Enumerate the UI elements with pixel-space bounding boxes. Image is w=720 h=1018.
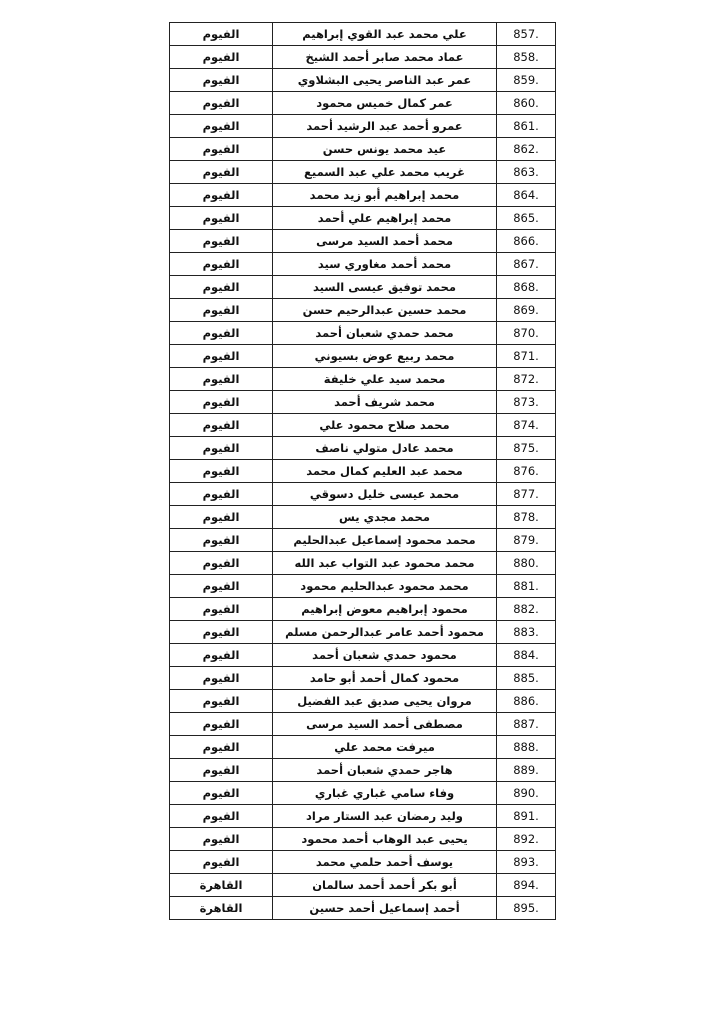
table-row (170, 690, 556, 713)
governorate: الفيوم (170, 46, 273, 69)
row-number: 887. (497, 713, 556, 736)
governorate: الفيوم (170, 736, 273, 759)
row-number: 867. (497, 253, 556, 276)
governorate: الفيوم (170, 138, 273, 161)
governorate: الفيوم (170, 437, 273, 460)
row-number: 857. (497, 23, 556, 46)
table-row (170, 621, 556, 644)
table-row (170, 207, 556, 230)
person-name: مروان يحيى صديق عبد الفضيل (273, 690, 497, 713)
governorate: القاهرة (170, 897, 273, 920)
row-number: 866. (497, 230, 556, 253)
row-number: 879. (497, 529, 556, 552)
row-number: 869. (497, 299, 556, 322)
table-row (170, 736, 556, 759)
governorate: الفيوم (170, 782, 273, 805)
row-number: 874. (497, 414, 556, 437)
row-number: 884. (497, 644, 556, 667)
table-row (170, 437, 556, 460)
row-number: 883. (497, 621, 556, 644)
person-name: محمد حمدي شعبان أحمد (273, 322, 497, 345)
table-row (170, 368, 556, 391)
table-row (170, 46, 556, 69)
governorate: الفيوم (170, 851, 273, 874)
person-name: محمد مجدي يس (273, 506, 497, 529)
person-name: محمد عادل متولي ناصف (273, 437, 497, 460)
governorate: الفيوم (170, 253, 273, 276)
governorate: الفيوم (170, 23, 273, 46)
table-row (170, 529, 556, 552)
person-name: علي محمد عبد القوي إبراهيم (273, 23, 497, 46)
table-row (170, 897, 556, 920)
row-number: 878. (497, 506, 556, 529)
row-number: 893. (497, 851, 556, 874)
row-number: 895. (497, 897, 556, 920)
row-number: 882. (497, 598, 556, 621)
row-number: 872. (497, 368, 556, 391)
row-number: 888. (497, 736, 556, 759)
table-row (170, 138, 556, 161)
person-name: محمود إبراهيم معوض إبراهيم (273, 598, 497, 621)
table-row (170, 276, 556, 299)
person-name: محمد عبد العليم كمال محمد (273, 460, 497, 483)
person-name: وليد رمضان عبد الستار مراد (273, 805, 497, 828)
row-number: 870. (497, 322, 556, 345)
table-row (170, 598, 556, 621)
person-name: محمد أحمد السيد مرسى (273, 230, 497, 253)
governorate: الفيوم (170, 575, 273, 598)
row-number: 858. (497, 46, 556, 69)
row-number: 863. (497, 161, 556, 184)
row-number: 865. (497, 207, 556, 230)
person-name: عيد محمد يونس حسن (273, 138, 497, 161)
table-row (170, 506, 556, 529)
person-name: محمود حمدي شعبان أحمد (273, 644, 497, 667)
table-row (170, 483, 556, 506)
table-row (170, 460, 556, 483)
table-row (170, 230, 556, 253)
person-name: محمد حسين عبدالرحيم حسن (273, 299, 497, 322)
governorate: القاهرة (170, 874, 273, 897)
governorate: الفيوم (170, 483, 273, 506)
governorate: الفيوم (170, 391, 273, 414)
governorate: الفيوم (170, 345, 273, 368)
person-name: محمد محمود عبدالحليم محمود (273, 575, 497, 598)
person-name: محمد إبراهيم علي أحمد (273, 207, 497, 230)
governorate: الفيوم (170, 299, 273, 322)
person-name: محمد عيسى خليل دسوقي (273, 483, 497, 506)
person-name: محمد صلاح محمود علي (273, 414, 497, 437)
person-name: محمد محمود عبد التواب عبد الله (273, 552, 497, 575)
person-name: عمر عبد الناصر يحيى البشلاوي (273, 69, 497, 92)
governorate: الفيوم (170, 552, 273, 575)
governorate: الفيوم (170, 115, 273, 138)
governorate: الفيوم (170, 368, 273, 391)
table-body (170, 23, 556, 920)
governorate: الفيوم (170, 759, 273, 782)
table-row (170, 161, 556, 184)
person-name: محمد سيد علي خليفة (273, 368, 497, 391)
row-number: 861. (497, 115, 556, 138)
governorate: الفيوم (170, 690, 273, 713)
row-number: 881. (497, 575, 556, 598)
table-row (170, 644, 556, 667)
table-row (170, 115, 556, 138)
table-row (170, 414, 556, 437)
person-name: محمود أحمد عامر عبدالرحمن مسلم (273, 621, 497, 644)
person-name: هاجر حمدي شعبان أحمد (273, 759, 497, 782)
row-number: 890. (497, 782, 556, 805)
person-name: محمد شريف أحمد (273, 391, 497, 414)
table-row (170, 322, 556, 345)
row-number: 877. (497, 483, 556, 506)
row-number: 864. (497, 184, 556, 207)
person-name: محمد ربيع عوض بسيوني (273, 345, 497, 368)
row-number: 868. (497, 276, 556, 299)
person-name: أحمد إسماعيل أحمد حسين (273, 897, 497, 920)
governorate: الفيوم (170, 322, 273, 345)
table-row (170, 184, 556, 207)
governorate: الفيوم (170, 92, 273, 115)
table-row (170, 92, 556, 115)
row-number: 875. (497, 437, 556, 460)
table-row (170, 805, 556, 828)
row-number: 871. (497, 345, 556, 368)
row-number: 891. (497, 805, 556, 828)
row-number: 880. (497, 552, 556, 575)
row-number: 885. (497, 667, 556, 690)
table-row (170, 759, 556, 782)
row-number: 886. (497, 690, 556, 713)
governorate: الفيوم (170, 69, 273, 92)
governorate: الفيوم (170, 207, 273, 230)
table-row (170, 552, 556, 575)
governorate: الفيوم (170, 805, 273, 828)
table-row (170, 299, 556, 322)
governorate: الفيوم (170, 713, 273, 736)
person-name: محمد أحمد مغاوري سيد (273, 253, 497, 276)
person-name: يوسف أحمد حلمي محمد (273, 851, 497, 874)
governorate: الفيوم (170, 230, 273, 253)
person-name: محمد إبراهيم أبو زيد محمد (273, 184, 497, 207)
table-row (170, 69, 556, 92)
table-row (170, 828, 556, 851)
table-row (170, 782, 556, 805)
person-name: عمرو أحمد عبد الرشيد أحمد (273, 115, 497, 138)
person-name: يحيى عبد الوهاب أحمد محمود (273, 828, 497, 851)
table-row (170, 713, 556, 736)
person-name: ميرفت محمد علي (273, 736, 497, 759)
governorate: الفيوم (170, 460, 273, 483)
person-name: مصطفى أحمد السيد مرسى (273, 713, 497, 736)
table-row (170, 667, 556, 690)
governorate: الفيوم (170, 621, 273, 644)
person-name: محمد توفيق عيسى السيد (273, 276, 497, 299)
governorate: الفيوم (170, 161, 273, 184)
governorate: الفيوم (170, 184, 273, 207)
person-name: غريب محمد علي عبد السميع (273, 161, 497, 184)
table-row (170, 874, 556, 897)
row-number: 862. (497, 138, 556, 161)
table-row (170, 253, 556, 276)
governorate: الفيوم (170, 529, 273, 552)
row-number: 860. (497, 92, 556, 115)
table-row (170, 391, 556, 414)
row-number: 889. (497, 759, 556, 782)
governorate: الفيوم (170, 414, 273, 437)
row-number: 873. (497, 391, 556, 414)
person-name: أبو بكر أحمد أحمد سالمان (273, 874, 497, 897)
person-name: عمر كمال خميس محمود (273, 92, 497, 115)
table-row (170, 23, 556, 46)
governorate: الفيوم (170, 276, 273, 299)
governorate: الفيوم (170, 598, 273, 621)
person-name: محمد محمود إسماعيل عبدالحليم (273, 529, 497, 552)
table-row (170, 851, 556, 874)
governorate: الفيوم (170, 644, 273, 667)
row-number: 892. (497, 828, 556, 851)
row-number: 876. (497, 460, 556, 483)
person-name: وفاء سامي غباري غباري (273, 782, 497, 805)
names-table (169, 22, 556, 920)
table-row (170, 575, 556, 598)
row-number: 894. (497, 874, 556, 897)
governorate: الفيوم (170, 828, 273, 851)
person-name: محمود كمال أحمد أبو حامد (273, 667, 497, 690)
table-row (170, 345, 556, 368)
person-name: عماد محمد صابر أحمد الشيخ (273, 46, 497, 69)
governorate: الفيوم (170, 506, 273, 529)
row-number: 859. (497, 69, 556, 92)
governorate: الفيوم (170, 667, 273, 690)
